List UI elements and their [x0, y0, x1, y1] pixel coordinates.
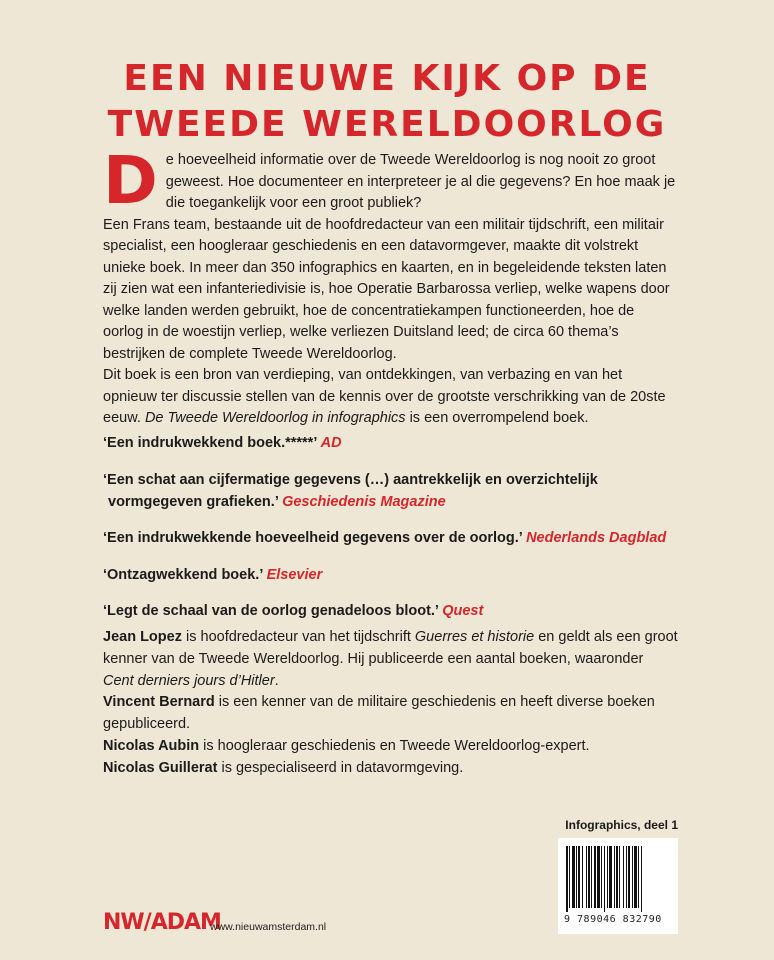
magazine-title: Guerres et historie: [414, 629, 535, 645]
series-label: Infographics, deel 1: [565, 818, 678, 832]
intro-paragraph-2: Een Frans team, bestaande uit de hoofdredacteur van een militair tijdschrift, een militair specialist, een hoogleraar geschiedenis en een datavormgever, maakte dit volstrekt unieke boek. In meer dan 350 infographics en kaarten, en in begeleidende teksten laten zij zien wat een infanteriedivisie is, hoe Operatie Barbarossa verliep, welke wapens door welke landen werden gebruikt, hoe de concentratiekampen functioneerden, hoe de oorlog in de woestijn verliep, welke verliezen Duitsland leed; de circa 60 thema’s bestrijken de complete Tweede Wereldoorlog.: [103, 216, 670, 362]
cover-title: [0, 56, 774, 148]
author-bio: [103, 692, 678, 736]
quote-source: Quest: [442, 603, 484, 619]
quote-text: ‘Een indrukwekkende hoeveelheid gegevens over de oorlog.’: [103, 530, 523, 546]
author-bio: [103, 627, 678, 692]
publisher-logo: NW/ADAM: [103, 910, 221, 935]
intro-paragraph-3-end: is een overrompelend boek.: [409, 410, 589, 426]
review-quote: [103, 600, 693, 622]
review-quotes: [103, 432, 693, 637]
author-bio: [103, 758, 678, 780]
title-line-1: EEN NIEUWE KIJK OP DE: [123, 58, 651, 99]
bio-text: is een kenner van de militaire geschiedenis en heeft diverse boeken gepubliceerd.: [103, 694, 655, 733]
bio-text: is hoogleraar geschiedenis en Tweede Wereldoorlog-expert.: [203, 737, 590, 754]
author-name: Jean Lopez: [103, 629, 182, 645]
publisher-website: www.nieuwamsterdam.nl: [210, 921, 327, 933]
title-line-2: TWEEDE WERELDOORLOG: [107, 104, 667, 145]
intro-text: [103, 142, 678, 430]
quote-text: ‘Een schat aan cijfermatige gegevens (…) aantrekkelijk en overzichtelijk: [103, 471, 598, 488]
review-quote: [103, 564, 693, 586]
intro-paragraph-1: e hoeveelheid informatie over de Tweede Wereldoorlog is nog nooit zo groot geweest. Hoe documenteer en interpreteer je al die gegevens? En hoe maak je die toegankelijk voor een groot publiek?: [165, 152, 676, 211]
author-name: Vincent Bernard: [103, 694, 215, 711]
review-quote: [103, 527, 693, 549]
barcode-icon: [566, 846, 670, 912]
quote-text: ‘Legt de schaal van de oorlog genadeloos bloot.’: [103, 603, 439, 619]
quote-text-continued: vormgegeven grafieken.’: [108, 493, 279, 510]
quote-text-line-2: [103, 491, 693, 513]
quote-text: ‘Ontzagwekkend boek.’: [103, 566, 263, 583]
quote-source: AD: [320, 435, 342, 451]
book-title-italic: De Tweede Wereldoorlog in infographics: [144, 410, 406, 426]
quote-source: Elsevier: [266, 566, 323, 583]
review-quote: [103, 432, 693, 454]
intro-paragraph-3-start: Dit boek is een bron van verdieping, van ontdekkingen, van verbazing en van het opnieuw ter discussie stellen van de kennis over de grootste verschrikking van de 20ste eeuw.: [103, 367, 666, 426]
isbn-barcode: [558, 838, 678, 934]
author-name: Nicolas Aubin: [103, 737, 200, 754]
bio-text: is gespecialiseerd in datavormgeving.: [221, 759, 464, 776]
quote-text: ‘Een indrukwekkend boek.*****’: [103, 435, 317, 451]
review-quote: [103, 469, 693, 513]
bio-text: is hoofdredacteur van het tijdschrift: [186, 629, 411, 645]
quote-source: Nederlands Dagblad: [526, 530, 667, 546]
author-name: Nicolas Guillerat: [103, 759, 218, 776]
quote-source: Geschiedenis Magazine: [282, 493, 446, 510]
book-title: Cent derniers jours d’Hitler: [103, 672, 275, 689]
drop-cap: D: [103, 142, 158, 219]
bio-text: .: [274, 672, 279, 689]
author-bios: [103, 627, 678, 780]
isbn-digits: 9 789046 832790: [564, 914, 662, 925]
bio-text: en geldt als een groot kenner van de Tweede Wereldoorlog. Hij publiceerde een aantal boeken, waaronder: [103, 629, 678, 667]
intro-paragraph-3: [103, 365, 678, 430]
author-bio: [103, 736, 678, 758]
